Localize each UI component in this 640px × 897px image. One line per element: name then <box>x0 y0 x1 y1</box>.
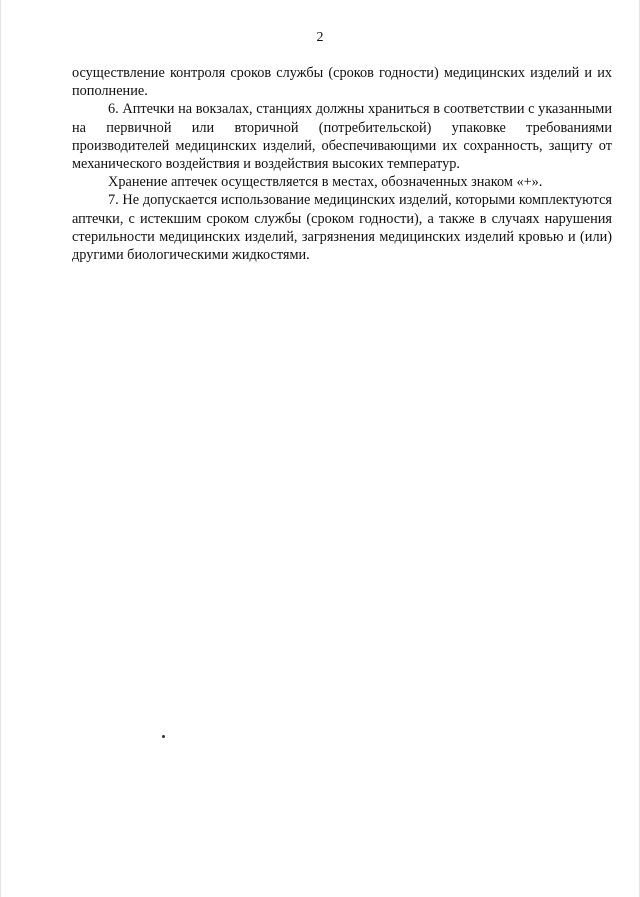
page-number: 2 <box>316 30 324 45</box>
paragraph-item-6: 6. Аптечки на вокзалах, станциях должны храниться в соответствии с указанными на первичной или вторичной (потребительской) упаковке требованиями производителей медицинских изделий, обеспечивающими их сохранность, защиту от механического воздействия и воздействия высоких температур. <box>72 101 612 173</box>
scan-artifact-dot <box>162 735 165 738</box>
paragraph-storage-note: Хранение аптечек осуществляется в местах, обозначенных знаком «+». <box>108 174 543 191</box>
paragraph-continuation: осуществление контроля сроков службы (сроков годности) медицинских изделий и их пополнение. <box>72 65 612 100</box>
paragraph-item-7: 7. Не допускается использование медицинских изделий, которыми комплектуются аптечки, с истекшим сроком службы (сроком годности), а также в случаях нарушения стерильности медицинских изделий, загрязнения медицинских изделий кровью и (или) другими биологическими жидкостями. <box>72 192 612 264</box>
document-body <box>72 64 612 264</box>
